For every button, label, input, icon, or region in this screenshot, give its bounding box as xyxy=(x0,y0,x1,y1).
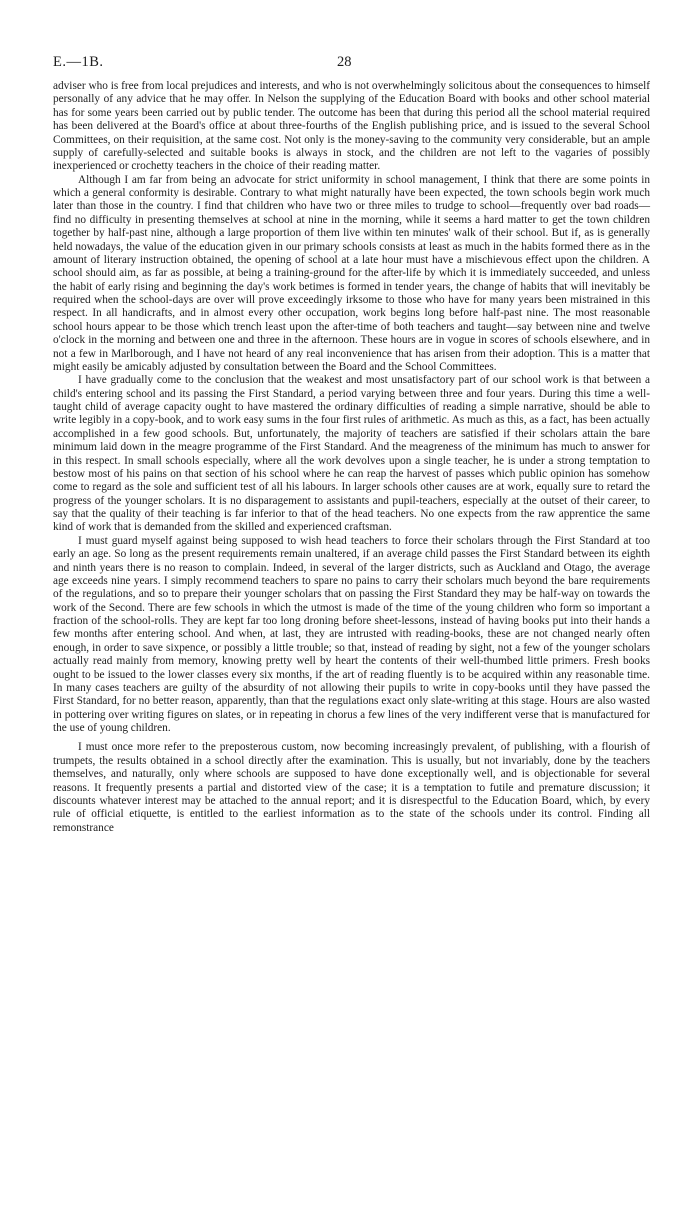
page-number: 28 xyxy=(337,54,352,70)
paragraph: Although I am far from being an advocate for strict uniformity in school management, I think that there are some points in which a general conformity is desirable. Contrary to what might naturally have been expected, the town schools begin work much later than those in the country. I find that children who have two or three miles to trudge to school—frequently over bad roads—find no difficulty in presenting themselves at school at nine in the morning, while it seems a hard matter to get the town children together by half-past nine, although a large proportion of them live within ten minutes' walk of their school. But if, as is generally held nowadays, the value of the education given in our primary schools consists at least as much in the habits formed there as in the amount of literary instruction obtained, the opening of school at a late hour must have a mischievous effect upon the children. A school should aim, as far as possible, at being a training-ground for the after-life by which it is immediately succeeded, and unless the habit of early rising and beginning the day's work betimes is formed in tender years, the change of habits that will inevitably be required when the school-days are over will prove exceedingly irksome to those who have for many years been mistrained in this respect. In all handicrafts, and in almost every other occupation, work begins long before half-past nine. The most reasonable school hours appear to be those which trench least upon the after-time of both teachers and taught—say between nine and twelve o'clock in the morning and between one and three in the afternoon. These hours are in vogue in scores of schools elsewhere, and in not a few in Marlborough, and I have not heard of any real inconvenience that has arisen from their adoption. This is a matter that might easily be amicably adjusted by consultation between the Board and the School Committees. xyxy=(53,173,650,373)
page-header xyxy=(53,54,650,76)
paragraph: I must once more refer to the preposterous custom, now becoming increasingly prevalent, of publishing, with a flourish of trumpets, the results obtained in a school directly after the examination. This is usually, but not invariably, done by the teachers themselves, and naturally, only where schools are supposed to have done exceptionally well, and is objectionable for several reasons. It frequently presents a partial and distorted view of the case; it is a temptation to futile and premature discussion; it discounts whatever interest may be attached to the annual report; and it is disrespectful to the Education Board, which, by every rule of official etiquette, is entitled to the earliest information as to the state of the schools under its control. Finding all remonstrance xyxy=(53,741,650,834)
document-page xyxy=(53,54,650,835)
paragraph: I must guard myself against being supposed to wish head teachers to force their scholars through the First Standard at too early an age. So long as the present requirements remain unaltered, if an average child passes the First Standard between its eighth and ninth years there is no reason to complain. Indeed, in several of the larger districts, such as Auckland and Otago, the average age exceeds nine years. I simply recommend teachers to spare no pains to carry their scholars much beyond the bare requirements of the regulations, and so to prepare their younger scholars that on passing the First Standard they may be half-way on towards the work of the Second. There are few schools in which the utmost is made of the time of the young children who form so important a fraction of the school-rolls. They are kept far too long droning before sheet-lessons, instead of having books put into their hands a few months after entering school. And when, at last, they are intrusted with reading-books, these are not changed nearly often enough, in order to save sixpence, or possibly a little trouble; so that, instead of reading by sight, not a few of the younger scholars actually read mainly from memory, knowing pretty well by heart the contents of their well-thumbed little primers. Fresh books ought to be issued to the lower classes every six months, if the art of reading fluently is to be acquired within any reasonable time. In many cases teachers are guilty of the absurdity of not allowing their pupils to write in copy-books until they have passed the First Standard, for no better reason, apparently, than that the regulations exact only slate-writing at this stage. Hours are also wasted in pottering over writing figures on slates, or in repeating in chorus a few lines of the very indifferent verse that is manufactured for the use of young children. xyxy=(53,534,650,734)
body-text xyxy=(53,80,650,835)
paragraph: I have gradually come to the conclusion that the weakest and most unsatisfactory part of our school work is that between a child's entering school and its passing the First Standard, a period varying between three and four years. During this time a well-taught child of average capacity ought to have mastered the ordinary difficulties of reading a simple narrative, should be able to write legibly in a copy-book, and to work easy sums in the four first rules of arithmetic. As much as this, as a fact, has been actually accomplished in a few good schools. But, unfortunately, the majority of teachers are satisfied if their scholars attain the bare minimum laid down in the meagre programme of the First Standard. And the meagreness of the minimum has much to answer for in this respect. In small schools especially, where all the work devolves upon a single teacher, he is under a strong temptation to bestow most of his pains on that section of his school where he can reap the harvest of passes which public opinion has somehow come to regard as the sole and sufficient test of all his labours. In larger schools other causes are at work, equally sure to retard the progress of the younger scholars. It is no disparagement to assistants and pupil-teachers, especially at the outset of their career, to say that the quality of their teaching is far inferior to that of the head teachers. No one expects from the raw apprentice the same kind of work that is demanded from the skilled and experienced craftsman. xyxy=(53,374,650,534)
document-reference: E.—1B. xyxy=(53,54,104,70)
paragraph: adviser who is free from local prejudices and interests, and who is not overwhelmingly solicitous about the consequences to himself personally of any advice that he may offer. In Nelson the supplying of the Education Board with books and other school material has for some years been carried out by public tender. The outcome has been that during this period all the school material required has been delivered at the Board's office at about three-fourths of the English publishing price, and is issued to the several School Committees, on their requisition, at the same cost. Not only is the money-saving to the community very considerable, but an ample supply of carefully-selected and suitable books is always in stock, and the children are not left to the vagaries of possibly inexperienced or crochetty teachers in the choice of their reading matter. xyxy=(53,80,650,173)
